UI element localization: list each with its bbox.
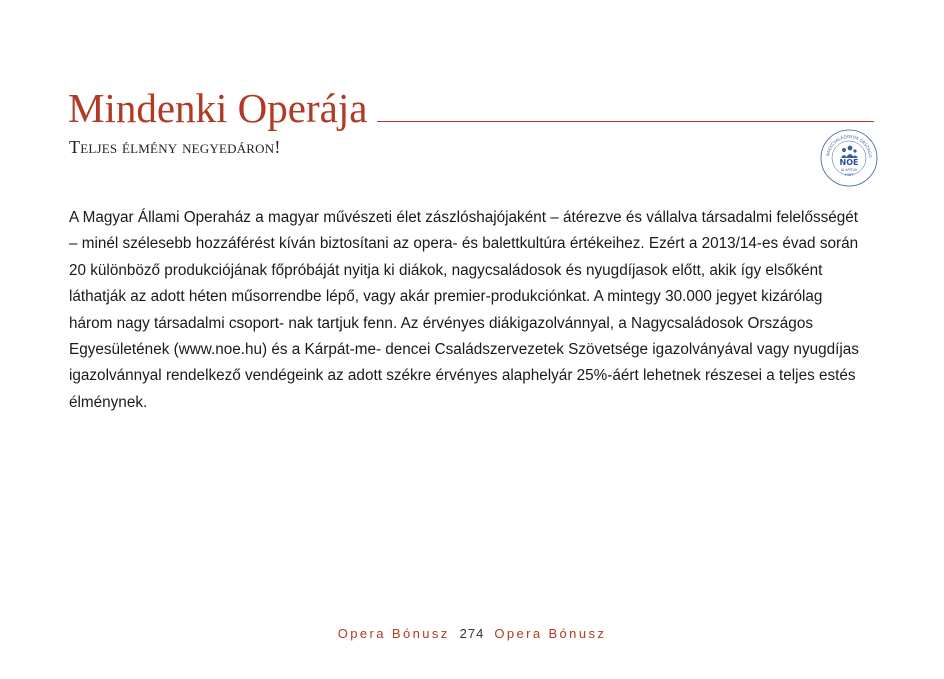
body-paragraph: A Magyar Állami Operaház a magyar művészeti élet zászlóshajójaként – átérezve és vállalva társadalmi felelősségét – minél szélesebb hozzáférést kíván biztosítani az opera- és balettkultúra értékeihez. Ezért a 2013/14-es évad során 20 különböző produkciójának főpróbáját nyitja ki diákok, nagycsaládosok és nyugdíjasok előtt, akik így elsőként láthatják az adott héten műsorrendbe lépő, vagy akár premier-produkciónkat. A mintegy 30.000 jegyet kizárólag három nagy társadalmi csoport- nak tartjuk fenn. Az érvényes diákigazolvánnyal, a Nagycsaládosok Országos Egyesületének (www.noe.hu) és a Kárpát-me- dencei Családszervezetek Szövetsége igazolványával vagy nyugdíjas igazolvánnyal rendelkező vendégeink az adott székre érvényes alaphelyár 25%-áért lehetnek részesei a teljes estés élménynek.	[69, 209, 859, 411]
title-row	[68, 85, 874, 131]
footer-label-right: Opera Bónusz	[494, 626, 607, 641]
family-icon	[841, 146, 858, 158]
title-rule	[377, 121, 874, 122]
logo-founded-label: ALAPÍTVA	[840, 168, 858, 172]
page-footer	[0, 626, 944, 641]
page-title: Mindenki Operája	[68, 85, 368, 131]
page-subtitle: Teljes élmény negyedáron!	[69, 137, 281, 157]
logo-text: NOE	[839, 158, 859, 167]
logo-ring-text: NAGYCSALÁDOSOK ORSZÁGO	[825, 133, 874, 158]
noe-logo	[819, 128, 879, 188]
footer-label-left: Opera Bónusz	[337, 626, 450, 641]
logo-founded-year: 1987	[844, 173, 854, 177]
page-number: 274	[459, 626, 485, 641]
